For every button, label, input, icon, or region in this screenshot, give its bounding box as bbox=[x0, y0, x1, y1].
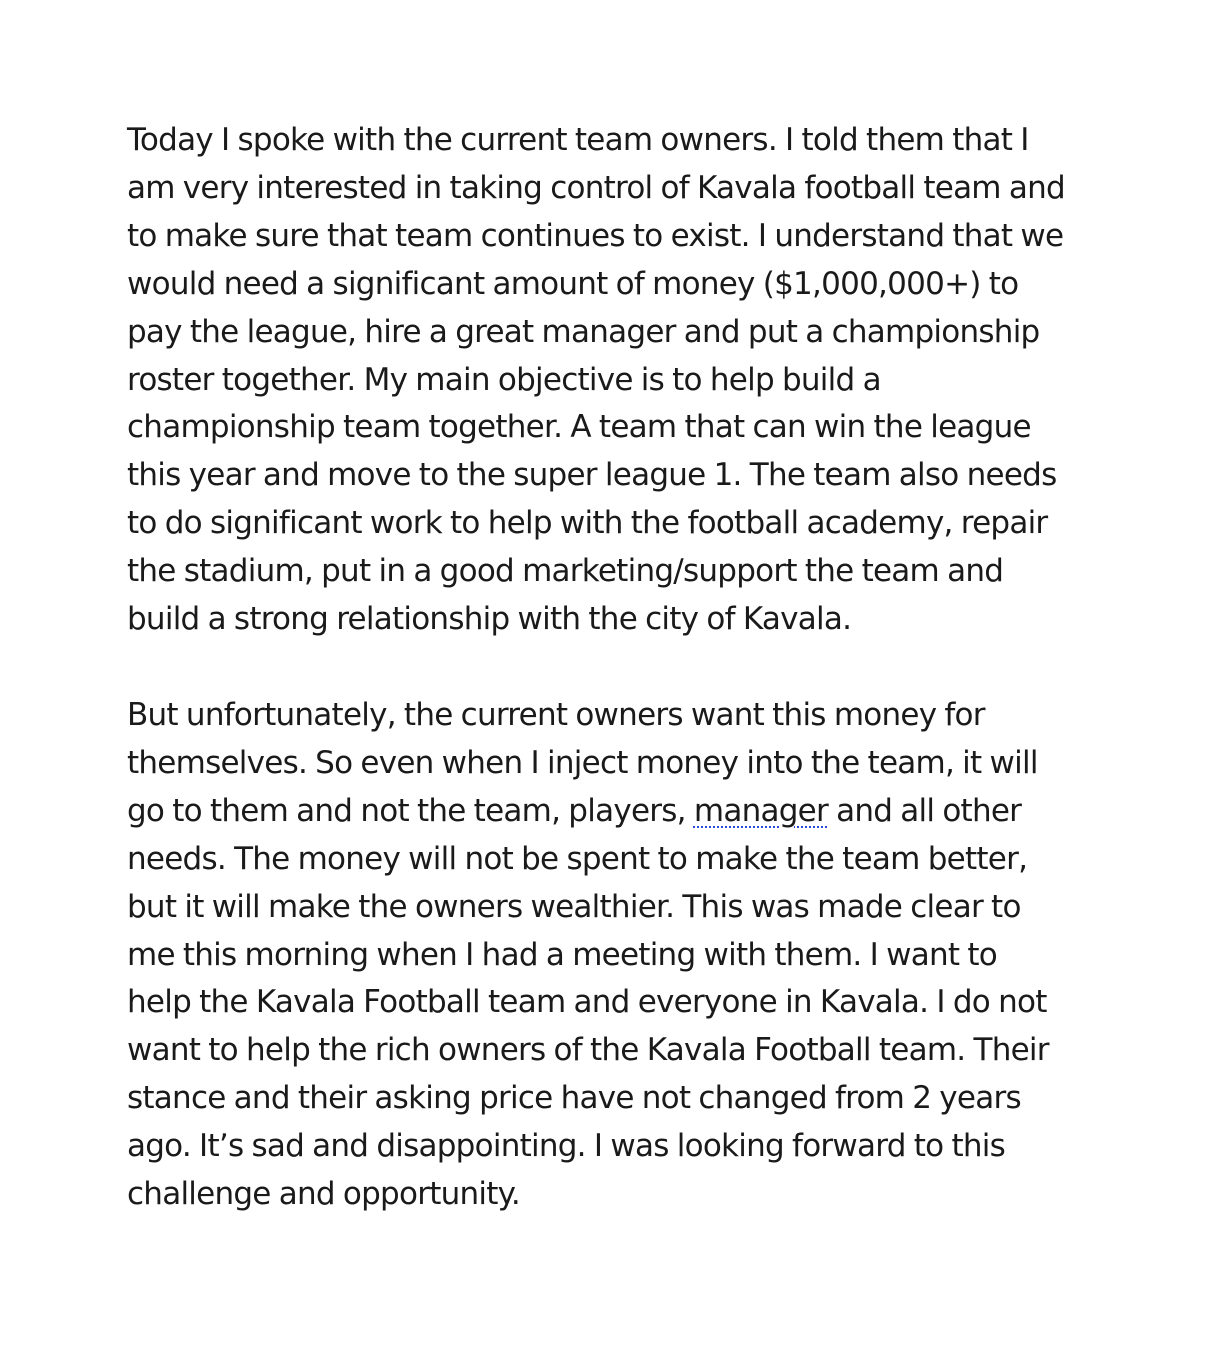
text-line: this year and move to the super league 1. The team also needs bbox=[127, 457, 1057, 494]
text-line: help the Kavala Football team and everyone in Kavala. I do not bbox=[127, 984, 1047, 1021]
text-line: stance and their asking price have not changed from 2 years bbox=[127, 1080, 1021, 1117]
text-line: the stadium, put in a good marketing/support the team and bbox=[127, 553, 1004, 590]
text-line: But unfortunately, the current owners want this money for bbox=[127, 697, 985, 733]
text-line: championship team together. A team that can win the league bbox=[127, 409, 1031, 446]
text-line: pay the league, hire a great manager and put a championship bbox=[127, 313, 1040, 350]
text-line: challenge and opportunity. bbox=[127, 1176, 520, 1213]
text-segment: and all other bbox=[827, 792, 1022, 829]
spellcheck-flagged-word[interactable]: manager bbox=[693, 792, 828, 829]
text-line: needs. The money will not be spent to make the team better, bbox=[127, 840, 1028, 877]
text-line: but it will make the owners wealthier. This was made clear to bbox=[127, 888, 1021, 925]
text-line: would need a significant amount of money ($1,000,000+) to bbox=[127, 265, 1019, 302]
text-line-with-spellcheck bbox=[127, 788, 1167, 836]
text-line: themselves. So even when I inject money into the team, it will bbox=[127, 744, 1038, 781]
text-line: me this morning when I had a meeting with them. I want to bbox=[127, 936, 998, 973]
text-line: ago. It’s sad and disappointing. I was looking forward to this bbox=[127, 1128, 1006, 1165]
paragraph-1 bbox=[127, 117, 1167, 644]
text-line: build a strong relationship with the city of Kavala. bbox=[127, 601, 852, 638]
text-line: to do significant work to help with the football academy, repair bbox=[127, 505, 1048, 542]
text-segment: go to them and not the team, players, bbox=[127, 792, 694, 829]
paragraph-2 bbox=[127, 692, 1167, 1219]
text-line: am very interested in taking control of Kavala football team and bbox=[127, 169, 1065, 206]
text-line: to make sure that team continues to exist. I understand that we bbox=[127, 217, 1064, 254]
text-line: want to help the rich owners of the Kavala Football team. Their bbox=[127, 1032, 1049, 1069]
text-line: roster together. My main objective is to help build a bbox=[127, 361, 881, 398]
text-line: Today I spoke with the current team owners. I told them that I bbox=[127, 122, 1029, 158]
